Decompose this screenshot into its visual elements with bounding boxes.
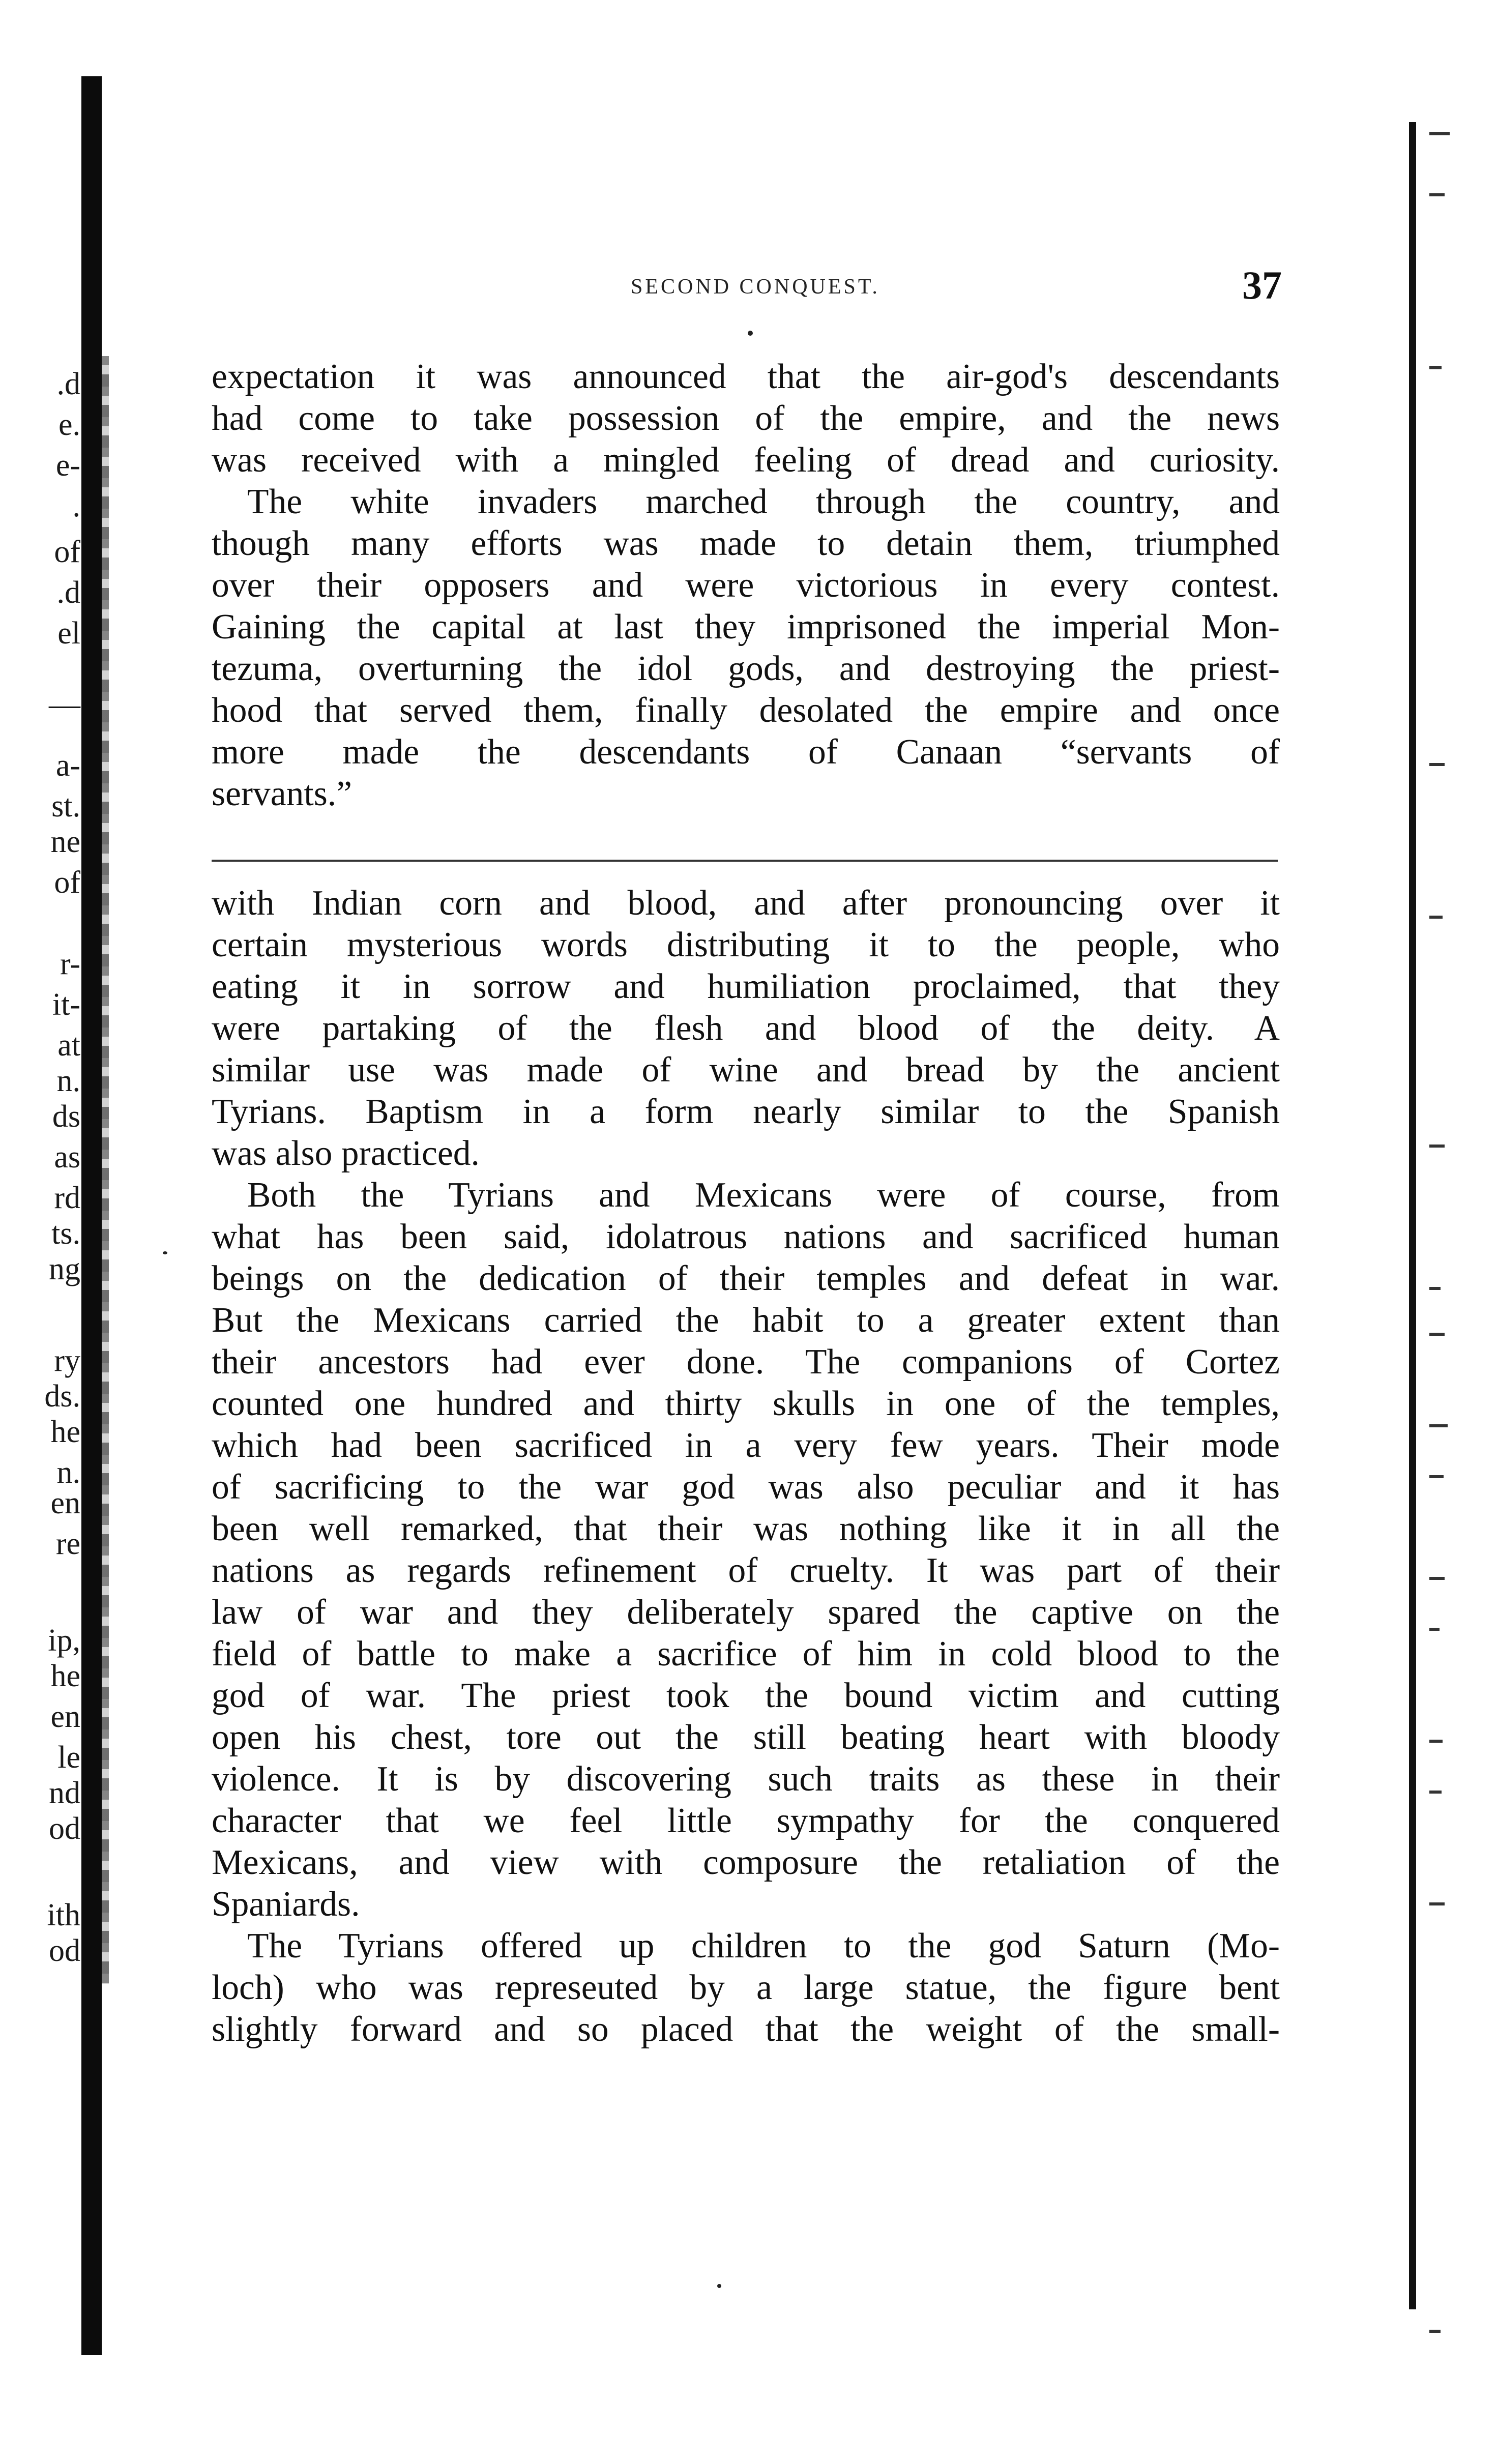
text-line: tezuma, overturning the idol gods, and destroying the priest-	[212, 649, 1280, 688]
facing-page-fragment: re	[55, 1527, 80, 1561]
facing-page-fragment: e.	[58, 407, 80, 442]
text-line: expectation it was announced that the air-god's descendants	[212, 357, 1280, 396]
scan-speck	[163, 1251, 167, 1254]
text-line: Tyrians. Baptism in a form nearly similar to the Spanish	[212, 1092, 1280, 1131]
top-paragraphs	[212, 356, 1280, 815]
edge-mark	[1429, 1577, 1445, 1580]
text-line: The Tyrians offered up children to the god Saturn (Mo-	[247, 1926, 1280, 1966]
edge-mark	[1429, 916, 1443, 919]
facing-page-fragment: en	[50, 1486, 80, 1520]
text-line: Gaining the capital at last they imprisoned the imperial Mon-	[212, 607, 1280, 647]
section-divider-rule	[212, 860, 1278, 862]
text-line: But the Mexicans carried the habit to a greater extent than	[212, 1301, 1280, 1340]
facing-page-fragment: he	[50, 1415, 80, 1449]
text-line: open his chest, tore out the still beating heart with bloody	[212, 1718, 1280, 1757]
facing-page-fragment: od	[49, 1811, 80, 1846]
text-line: nations as regards refinement of cruelty. It was part of their	[212, 1551, 1280, 1590]
text-line: with Indian corn and blood, and after pronouncing over it	[212, 884, 1280, 923]
text-line: The white invaders marched through the country, and	[247, 482, 1280, 521]
text-line: which had been sacrificed in a very few years. Their mode	[212, 1426, 1280, 1465]
facing-page-fragment: ry	[54, 1343, 80, 1378]
page-number: 37	[1242, 263, 1282, 307]
facing-page-fragment: od	[49, 1933, 80, 1968]
edge-mark	[1429, 193, 1445, 196]
text-line: their ancestors had ever done. The companions of Cortez	[212, 1342, 1280, 1382]
facing-page-fragment: nd	[49, 1776, 80, 1810]
facing-page-fragment: .d	[56, 367, 80, 401]
text-line: field of battle to make a sacrifice of him in cold blood to the	[212, 1634, 1280, 1674]
facing-page-fragment: at	[57, 1028, 80, 1063]
text-line: over their opposers and were victorious in every contest.	[212, 566, 1280, 605]
text-line: counted one hundred and thirty skulls in one of the temples,	[212, 1384, 1280, 1423]
edge-mark	[1429, 1333, 1445, 1336]
facing-page-fragment: it-	[52, 987, 80, 1022]
facing-page-fragment: of	[54, 535, 80, 569]
facing-page-edge-text	[35, 0, 80, 2464]
edge-mark	[1429, 1287, 1441, 1290]
edge-mark	[1429, 1145, 1445, 1148]
text-line: was received with a mingled feeling of dread and curiosity.	[212, 441, 1280, 480]
bottom-paragraphs	[212, 883, 1280, 2050]
text-line: beings on the dedication of their temples and defeat in war.	[212, 1259, 1280, 1298]
facing-page-fragment: ts.	[51, 1216, 80, 1251]
facing-page-fragment: n.	[56, 1064, 80, 1098]
edge-mark	[1429, 1424, 1448, 1427]
edge-mark	[1429, 1475, 1444, 1478]
text-line: had come to take possession of the empire, and the news	[212, 399, 1280, 438]
text-line: of sacrificing to the war god was also peculiar and it has	[212, 1468, 1280, 1507]
facing-page-fragment: el	[57, 616, 80, 651]
text-line: eating it in sorrow and humiliation proclaimed, that they	[212, 967, 1280, 1006]
facing-page-fragment: as	[54, 1140, 80, 1175]
binding-shadow	[81, 76, 102, 2355]
facing-page-fragment: en	[50, 1699, 80, 1734]
text-line: Spaniards.	[212, 1885, 360, 1924]
facing-page-fragment: ip,	[48, 1623, 80, 1658]
facing-page-fragment: n.	[56, 1455, 80, 1490]
facing-page-fragment: of	[54, 865, 80, 900]
text-line: certain mysterious words distributing it to the people, who	[212, 925, 1280, 964]
text-line: slightly forward and so placed that the weight of the small-	[212, 2010, 1280, 2049]
facing-page-fragment: le	[57, 1740, 80, 1775]
next-page-edge	[1409, 122, 1416, 2309]
edge-mark	[1429, 1740, 1443, 1743]
facing-page-fragment: .	[72, 489, 80, 523]
facing-page-fragment: a-	[55, 748, 80, 783]
scan-speck	[717, 2284, 721, 2288]
edge-mark	[1429, 132, 1450, 135]
facing-page-fragment: ds	[52, 1099, 80, 1134]
text-line: god of war. The priest took the bound victim and cutting	[212, 1676, 1280, 1715]
text-line: character that we feel little sympathy for the conquered	[212, 1801, 1280, 1840]
text-line: violence. It is by discovering such traits as these in their	[212, 1759, 1280, 1799]
text-line: what has been said, idolatrous nations and sacrificed human	[212, 1217, 1280, 1256]
scan-speck	[748, 331, 753, 336]
edge-mark	[1429, 1628, 1440, 1631]
facing-page-fragment: r-	[60, 947, 80, 981]
facing-page-fragment: st.	[51, 789, 80, 824]
edge-mark	[1429, 1791, 1442, 1794]
edge-mark	[1429, 366, 1442, 369]
binding-edge-texture	[102, 356, 109, 1984]
text-line: been well remarked, that their was nothing like it in all the	[212, 1509, 1280, 1548]
facing-page-fragment: rd	[54, 1181, 80, 1215]
facing-page-fragment: e-	[55, 448, 80, 483]
text-line: law of war and they deliberately spared the captive on the	[212, 1593, 1280, 1632]
next-page-edge-marks	[1424, 102, 1475, 2391]
facing-page-fragment: —	[49, 687, 80, 722]
text-line: hood that served them, finally desolated the empire and once	[212, 691, 1280, 730]
text-line: Both the Tyrians and Mexicans were of course, from	[247, 1176, 1280, 1215]
text-line: were partaking of the flesh and blood of the deity. A	[212, 1009, 1280, 1048]
edge-mark	[1429, 1902, 1445, 1905]
text-line: more made the descendants of Canaan “servants of	[212, 732, 1280, 772]
running-head-title: SECOND CONQUEST.	[631, 275, 880, 299]
facing-page-fragment: ne	[50, 825, 80, 859]
text-line: similar use was made of wine and bread by the ancient	[212, 1050, 1280, 1090]
facing-page-fragment: he	[50, 1659, 80, 1693]
text-line: though many efforts was made to detain them, triumphed	[212, 524, 1280, 563]
text-line: was also practiced.	[212, 1134, 480, 1173]
facing-page-fragment: ds.	[44, 1379, 80, 1414]
text-line: servants.”	[212, 774, 352, 813]
edge-mark	[1429, 763, 1445, 766]
edge-mark	[1429, 2330, 1441, 2333]
running-header	[209, 263, 1282, 310]
text-line: loch) who was represeuted by a large statue, the figure bent	[212, 1968, 1280, 2007]
text-line: Mexicans, and view with composure the retaliation of the	[212, 1843, 1280, 1882]
facing-page-fragment: .d	[56, 575, 80, 610]
facing-page-fragment: ith	[47, 1898, 80, 1932]
facing-page-fragment: ng	[49, 1252, 80, 1286]
